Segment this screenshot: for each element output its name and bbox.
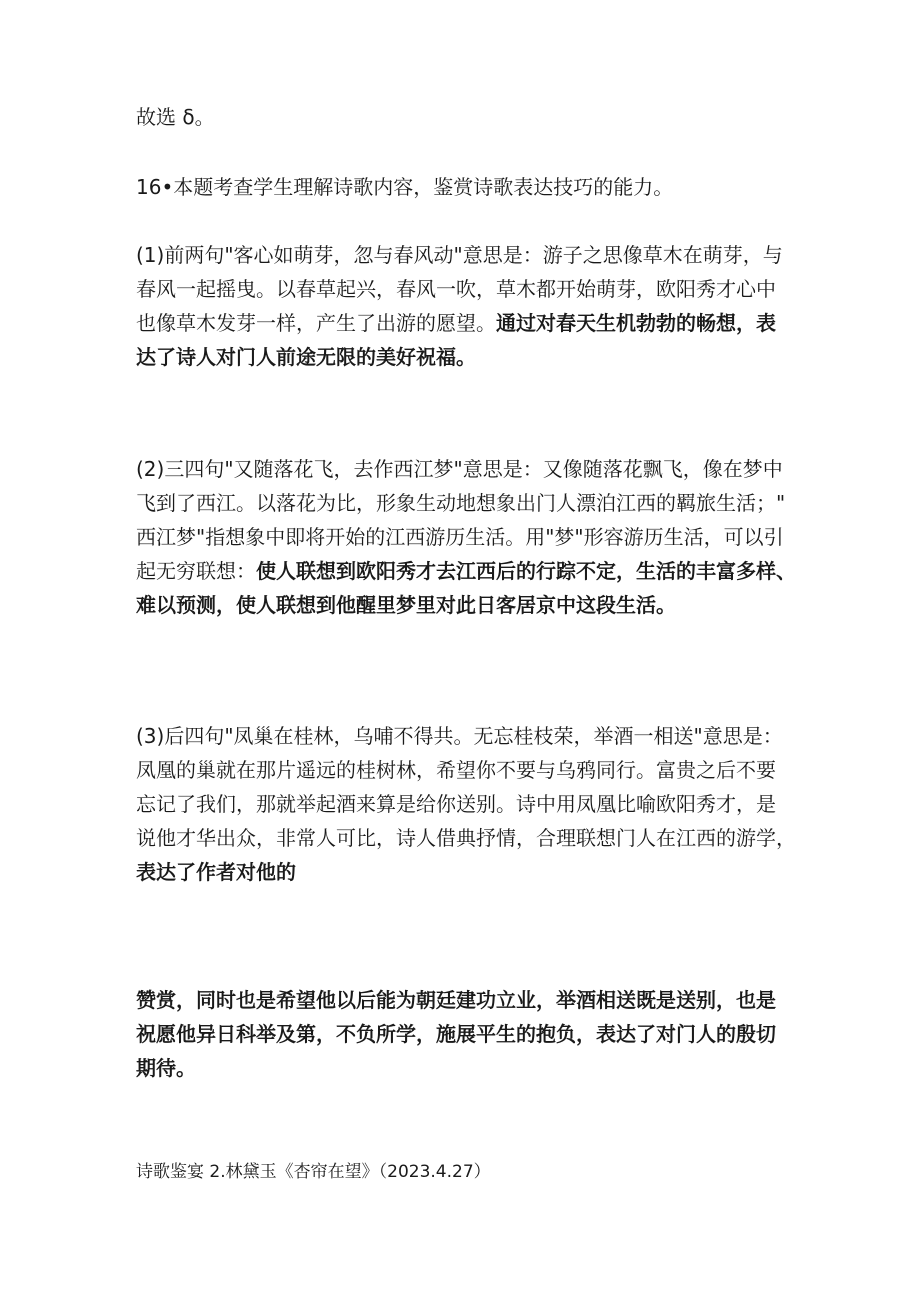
question-16-paragraph xyxy=(136,170,796,204)
analysis-part-4 xyxy=(136,983,796,1085)
part-1-line-3-bold: 通过对春天生机勃勃的畅想，表 xyxy=(496,311,776,335)
part-2-line-3: 西江梦"指想象中即将开始的江西游历生活。用"梦"形容游历生活，可以引 xyxy=(136,525,784,549)
part-1-line-2: 春风一起摇曳。以春草起兴，春风一吹，草木都开始萌芽，欧阳秀才心中 xyxy=(136,277,776,301)
footer-text: 诗歌鉴宴 2.林黛玉《杏帘在望》（2023.4.27） xyxy=(136,1162,491,1182)
part-4-line-1: 赞赏，同时也是希望他以后能为朝廷建功立业，举酒相送既是送别，也是 xyxy=(136,988,776,1012)
part-2-line-4 xyxy=(136,554,796,588)
part-2-line-4-normal: 起无穷联想： xyxy=(136,559,256,583)
part-2-line-2: 飞到了西江。以落花为比，形象生动地想象出门人漂泊江西的羁旅生活；" xyxy=(136,491,786,515)
part-1-line-3-normal: 也像草木发芽一样，产生了出游的愿望。 xyxy=(136,311,496,335)
part-2-line-5: 难以预测，使人联想到他醒里梦里对此日客居京中这段生活。 xyxy=(136,593,676,617)
part-4-line-3: 期待。 xyxy=(136,1056,196,1080)
intro-text: 故选 δ。 xyxy=(136,105,215,129)
part-2-line-4-bold: 使人联想到欧阳秀才去江西后的行踪不定，生活的丰富多样、 xyxy=(256,559,796,583)
part-1-line-3 xyxy=(136,306,796,340)
analysis-part-2 xyxy=(136,452,796,622)
part-3-line-4: 说他才华出众，非常人可比，诗人借典抒情，合理联想门人在江西的游学， xyxy=(136,826,796,850)
part-3-line-5: 表达了作者对他的 xyxy=(136,860,296,884)
part-4-line-2: 祝愿他异日科举及第，不负所学，施展平生的抱负，表达了对门人的殷切 xyxy=(136,1022,776,1046)
question-16-text: 16•本题考查学生理解诗歌内容，鉴赏诗歌表达技巧的能力。 xyxy=(136,175,674,199)
part-1-line-4: 达了诗人对门人前途无限的美好祝福。 xyxy=(136,345,476,369)
part-3-line-3: 忘记了我们，那就举起酒来算是给你送别。诗中用凤凰比喻欧阳秀才，是 xyxy=(136,792,776,816)
part-3-line-1: (3)后四句"凤巢在桂林，乌哺不得共。无忘桂枝荣，举酒一相送"意思是： xyxy=(136,724,783,748)
part-3-line-2: 凤凰的巢就在那片遥远的桂树林，希望你不要与乌鸦同行。富贵之后不要 xyxy=(136,758,776,782)
part-2-line-1: (2)三四句"又随落花飞，去作西江梦"意思是：又像随落花飘飞，像在梦中 xyxy=(136,457,783,481)
intro-paragraph xyxy=(136,100,796,134)
analysis-part-3 xyxy=(136,719,796,889)
footer-paragraph xyxy=(136,1155,796,1189)
part-1-line-1: (1)前两句"客心如萌芽，忽与春风动"意思是：游子之思像草木在萌芽，与 xyxy=(136,243,783,267)
analysis-part-1 xyxy=(136,238,796,374)
